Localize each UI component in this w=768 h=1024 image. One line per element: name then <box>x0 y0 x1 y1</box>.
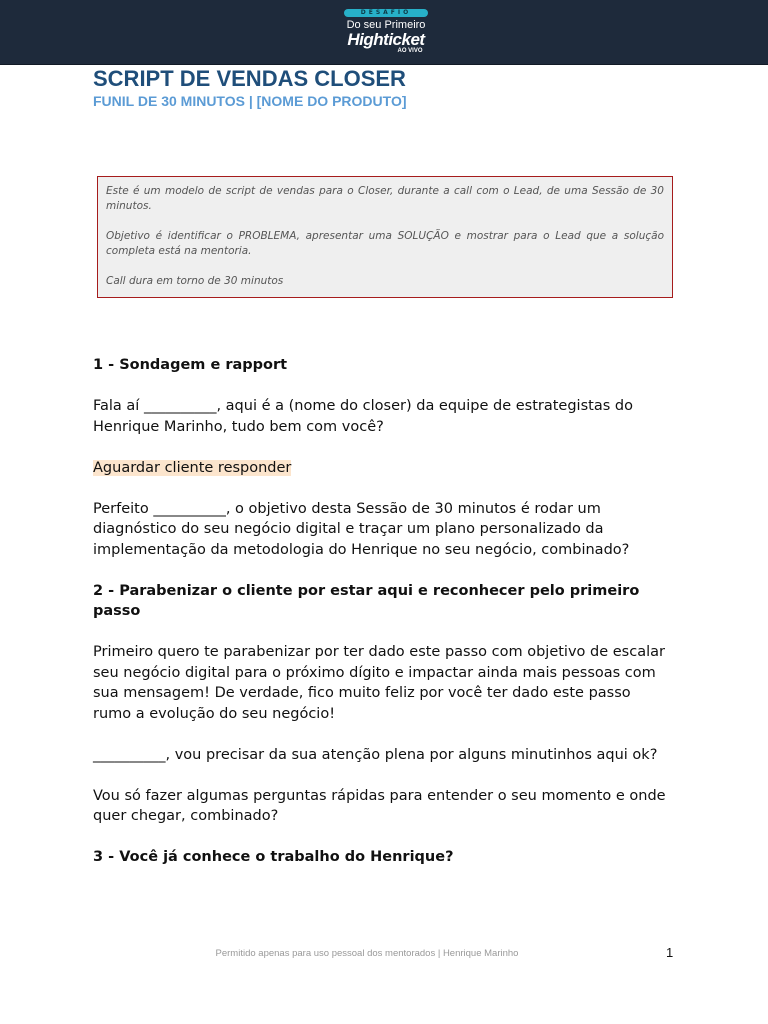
section-heading-2: 2 - Parabenizar o cliente por estar aqui e reconhecer pelo primeiro passo <box>93 582 640 619</box>
script-paragraph: Fala aí __________, aqui é a (nome do closer) da equipe de estrategistas do Henrique Marinho, tudo bem com você? <box>93 398 633 435</box>
document-subtitle: FUNIL DE 30 MINUTOS | [NOME DO PRODUTO] <box>93 93 407 109</box>
note-paragraph: Este é um modelo de script de vendas para o Closer, durante a call com o Lead, de uma Sessão de 30 minutos. <box>106 185 664 212</box>
script-paragraph: __________, vou precisar da sua atenção plena por alguns minutinhos aqui ok? <box>93 746 658 763</box>
script-paragraph: Primeiro quero te parabenizar por ter dado este passo com objetivo de escalar seu negócio digital para o próximo dígito e impactar ainda mais pessoas com sua mensagem! De verdade, fico muito feliz por você ter dado este passo rumo a evolução do seu negócio! <box>93 644 665 722</box>
note-paragraph: Call dura em torno de 30 minutos <box>106 275 284 287</box>
logo-line-3: AO VIVO <box>397 48 423 54</box>
highlighted-instruction: Aguardar cliente responder <box>93 459 292 476</box>
logo-line-2: Highticket <box>347 30 425 49</box>
instructions-note-box <box>97 176 673 298</box>
section-heading-3: 3 - Você já conhece o trabalho do Henrique? <box>93 849 454 865</box>
desafio-highticket-logo <box>342 9 430 59</box>
instruction-line <box>93 458 673 479</box>
logo-pill-label: DESAFIO <box>344 9 428 17</box>
script-paragraph: Perfeito __________, o objetivo desta Sessão de 30 minutos é rodar um diagnóstico do seu negócio digital e traçar um plano personalizado da implementação da metodologia do Henrique no seu negócio, combinado? <box>93 500 630 558</box>
page-number: 1 <box>666 945 674 960</box>
note-paragraph: Objetivo é identificar o PROBLEMA, apresentar uma SOLUÇÃO e mostrar para o Lead que a solução completa está na mentoria. <box>106 230 664 257</box>
document-title: SCRIPT DE VENDAS CLOSER <box>93 66 406 91</box>
section-heading-1: 1 - Sondagem e rapport <box>93 357 288 373</box>
top-banner <box>0 0 768 65</box>
footer-notice: Permitido apenas para uso pessoal dos mentorados | Henrique Marinho <box>215 948 519 959</box>
script-paragraph: Vou só fazer algumas perguntas rápidas para entender o seu momento e onde quer chegar, combinado? <box>93 787 666 824</box>
logo-line-1: Do seu Primeiro <box>346 19 426 31</box>
script-body <box>93 355 673 888</box>
